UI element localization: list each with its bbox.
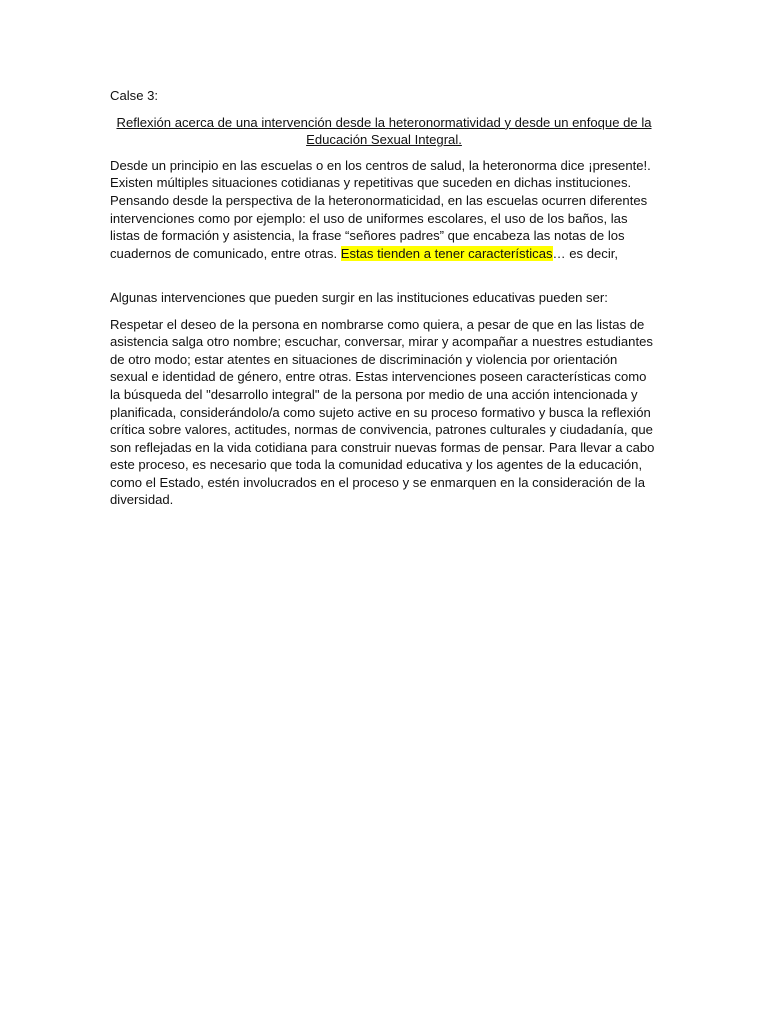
paragraph-interventions-body: Respetar el deseo de la persona en nombrarse como quiera, a pesar de que en las listas de asistencia salga otro nombre; escuchar, conversar, mirar y acompañar a nuestres estudiantes de otro modo; estar atentes en situaciones de discriminación y violencia por orientación sexual e identidad de género, entre otras. Estas intervenciones poseen características como la búsqueda del "desarrollo integral" de la persona por medio de una acción intencionada y planificada, considerándolo/a como sujeto active en su proceso formativo y busca la reflexión crítica sobre valores, actitudes, normas de convivencia, patrones culturales y ciudadanía, que son reflejadas en la vida cotidiana para construir nuevas formas de pensar. Para llevar a cabo este proceso, es necesario que toda la comunidad educativa y los agentes de la educación, como el Estado, estén involucrados en el proceso y se enmarquen en la consideración de la diversidad. <box>110 316 655 508</box>
document-title: Reflexión acerca de una intervención desde la heteronormatividad y desde un enfoque de la Educación Sexual Integral. <box>116 114 652 148</box>
paragraph-interventions-intro: Algunas intervenciones que pueden surgir en las instituciones educativas pueden ser: <box>110 289 608 305</box>
class-label: Calse 3: <box>110 88 159 103</box>
blank-line <box>110 271 658 289</box>
highlighted-text: Estas tienden a tener características <box>340 245 553 261</box>
paragraph-intro-text: Desde un principio en las escuelas o en los centros de salud, la heteronorma dice ¡presente!. Existen múltiples situaciones cotidianas y repetitivas que suceden en dichas instituciones. Pensando desde la perspectiva de la heteronormaticidad, en las escuelas ocurren diferentes intervenciones como por ejemplo: el uso de uniformes escolares, el uso de los baños, las listas de formación y asistencia, la frase “señores padres” que encabeza las notas de los cuadernos de comunicado, entre otras. <box>110 157 651 261</box>
paragraph-intro-tail: … es decir, <box>552 245 619 261</box>
paragraph-intro <box>110 157 658 263</box>
